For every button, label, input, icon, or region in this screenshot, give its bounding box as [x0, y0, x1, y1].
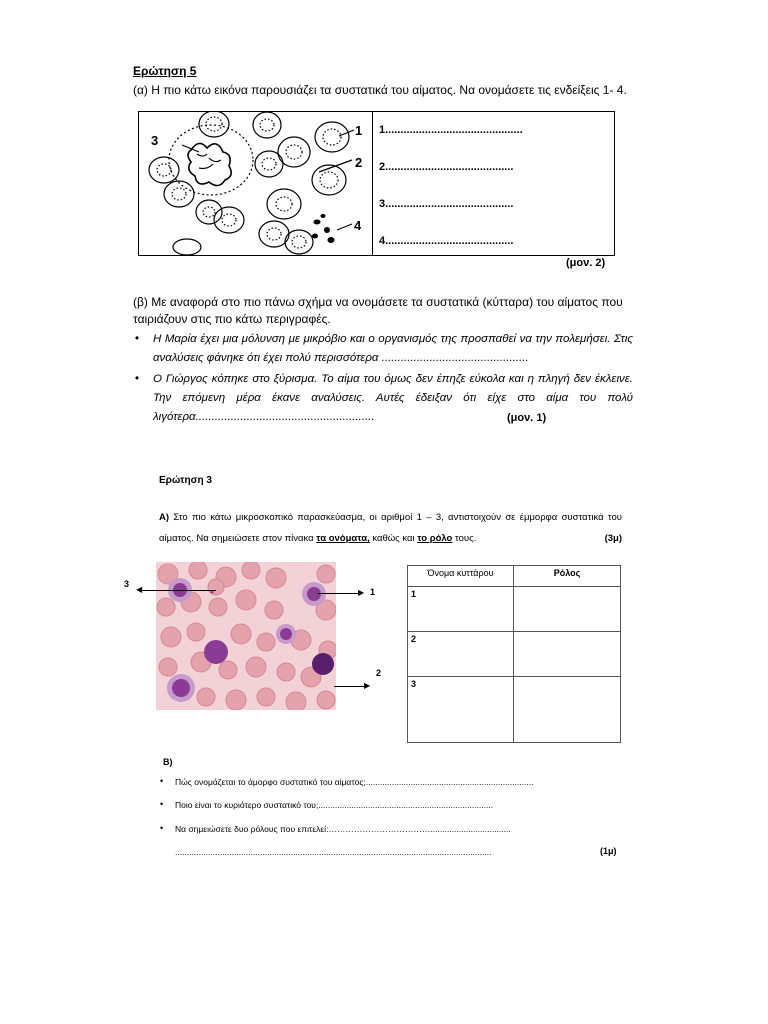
- bullet-text-2: Ο Γιώργος κόπηκε στο ξύρισμα. Το αίμα του όμως δεν έπηζε εύκολα και η πληγή δεν έκλεινε. Την επόμενη μέρα έκανε αναλύσεις. Αυτές έδειξαν ότι είχε στο αίμα του πολύ λιγότερα........................................................: [153, 373, 633, 423]
- figure-divider: [372, 111, 373, 255]
- figure-label-2: 2: [355, 155, 363, 170]
- table-header-role: Ρόλος: [514, 566, 621, 587]
- underlined-names: τα ονόματα,: [316, 533, 370, 544]
- part-a-label: Α): [159, 512, 170, 523]
- bullet-item-1: [135, 330, 633, 368]
- bullet-icon: •: [160, 799, 164, 809]
- table-header-name: Όνομα κυττάρου: [408, 566, 514, 587]
- arrow-1: [318, 593, 362, 594]
- answer-line-1[interactable]: 1.............................................: [379, 124, 523, 136]
- points-part-a: (μον. 2): [566, 257, 606, 269]
- table-cell-number[interactable]: 1: [408, 587, 514, 632]
- blood-cells-drawing: [139, 112, 373, 255]
- table-row: [408, 587, 621, 632]
- arrow-3: [140, 590, 216, 591]
- micro-label-3: 3: [124, 579, 130, 589]
- question-3-part-a: [159, 507, 622, 549]
- q3-b-bullet-3[interactable]: Να σημειώσετε δυο ρόλους που επιτελεί:………………………………..................................: [175, 824, 511, 834]
- table-cell-role[interactable]: [514, 677, 621, 743]
- arrowhead-left-icon: ◀: [136, 585, 143, 594]
- bullet-icon: •: [135, 373, 140, 385]
- table-header-row: [408, 566, 621, 587]
- question-5-part-b: (β) Με αναφορά στο πιο πάνω σχήμα να ονομάσετε τα συστατικά (κύτταρα) του αίματος που ταιριάζουν στις πιο κάτω περιγραφές.: [133, 295, 623, 326]
- q3-b-last-line[interactable]: ......................................................................................................................................: [175, 847, 492, 857]
- points-q3-b: (1μ): [600, 846, 617, 856]
- arrowhead-right-icon: ▶: [364, 681, 371, 690]
- question-3-title: Ερώτηση 3: [159, 475, 212, 486]
- question-5-title: Ερώτηση 5: [133, 64, 197, 78]
- table-cell-role[interactable]: [514, 587, 621, 632]
- table-row: [408, 677, 621, 743]
- points-part-b: (μον. 1): [507, 412, 547, 424]
- underlined-role: το ρόλο: [417, 533, 453, 544]
- blood-components-figure: [138, 111, 615, 256]
- table-cell-role[interactable]: [514, 632, 621, 677]
- answer-line-2[interactable]: 2..........................................: [379, 161, 514, 173]
- table-row: [408, 632, 621, 677]
- q3-b-bullet-1[interactable]: Πώς ονομάζεται το άμορφο συστατικό του αίματος;.......................................................................: [175, 777, 534, 787]
- blood-smear-drawing: [156, 562, 336, 710]
- micro-label-1: 1: [370, 587, 376, 597]
- arrowhead-right-icon: ▶: [358, 588, 365, 597]
- microscope-image: [156, 562, 336, 710]
- bullet-item-2: [135, 370, 633, 427]
- bullet-icon: •: [160, 823, 164, 833]
- micro-label-2: 2: [376, 668, 382, 678]
- part-a-text: Στο πιο κάτω μικροσκοπικό παρασκεύασμα, οι αριθμοί 1 – 3, αντιστοιχούν σε έμμορφα συστατικά του αίματος. Να σημειώσετε στον πίνακα: [159, 512, 623, 544]
- bullet-text-1: Η Μαρία έχει μια μόλυνση με μικρόβιο και ο οργανισμός της προσπαθεί να την πολεμήσει. Στις αναλύσεις φάνηκε ότι έχει πολύ περισσότερα ..............................................: [153, 333, 633, 364]
- part-b-label: Β): [163, 757, 173, 767]
- figure-label-1: 1: [355, 123, 363, 138]
- answer-line-3[interactable]: 3..........................................: [379, 198, 514, 210]
- part-a-end: τους.: [455, 533, 477, 544]
- table-cell-number[interactable]: 2: [408, 632, 514, 677]
- answer-line-4[interactable]: 4..........................................: [379, 235, 514, 247]
- bullet-icon: •: [160, 776, 164, 786]
- cells-table: [407, 565, 621, 743]
- q3-b-bullet-2[interactable]: Ποιο είναι το κυριότερο συστατικό του;..........................................................................: [175, 800, 494, 810]
- table-cell-number[interactable]: 3: [408, 677, 514, 743]
- arrow-2: [334, 686, 368, 687]
- figure-label-3: 3: [151, 133, 159, 148]
- points-q3-a: (3μ): [604, 533, 622, 544]
- part-a-mid: καθώς και: [372, 533, 415, 544]
- bullet-icon: •: [135, 333, 140, 345]
- question-5-part-a: (α) Η πιο κάτω εικόνα παρουσιάζει τα συστατικά του αίματος. Να ονομάσετε τις ενδείξεις 1- 4.: [133, 83, 627, 97]
- figure-label-4: 4: [354, 218, 362, 233]
